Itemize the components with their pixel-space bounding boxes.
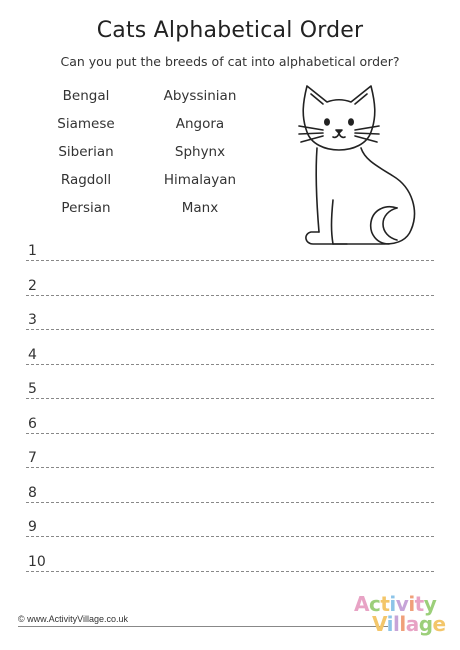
logo-letter: l [399,612,406,636]
breed-item: Himalayan [163,172,237,188]
line-number: 6 [28,415,37,432]
logo-letter: c [368,592,381,616]
line-number: 4 [28,346,37,363]
activity-village-logo [350,592,450,638]
logo-letter: g [418,612,433,636]
logo-letter: l [393,612,400,636]
logo-letter: i [408,592,415,616]
answer-line[interactable] [26,376,434,399]
answer-line[interactable] [26,549,434,572]
logo-letter: v [395,592,409,616]
logo-letter: i [386,612,393,636]
answer-line[interactable] [26,514,434,537]
breed-item: Manx [181,200,219,216]
copyright-text: © www.ActivityVillage.co.uk [18,614,129,624]
breed-item: Persian [61,200,111,216]
answer-line[interactable] [26,273,434,296]
line-number: 10 [28,553,46,570]
line-number: 9 [28,519,37,535]
answer-line[interactable] [26,411,434,434]
logo-word-activity [354,594,436,614]
answer-line[interactable] [26,445,434,468]
line-number: 3 [28,312,37,328]
logo-letter: t [380,592,390,616]
line-number: 8 [28,484,37,501]
logo-letter: y [423,592,437,616]
cat-illustration [293,80,433,248]
breed-item: Siberian [58,144,114,160]
line-number: 2 [28,277,37,294]
breed-item: Bengal [62,88,110,104]
line-number: 7 [28,450,37,466]
answer-line[interactable] [26,238,434,261]
line-number: 5 [28,381,37,397]
breed-item: Sphynx [174,144,226,160]
logo-letter: i [389,592,396,616]
logo-letter: a [405,612,419,636]
footer-divider [18,626,388,627]
logo-letter: t [414,592,424,616]
logo-word-village [372,614,446,634]
breed-item: Siamese [57,116,115,132]
answer-line[interactable] [26,307,434,330]
page-title: Cats Alphabetical Order [96,18,364,43]
breed-item: Ragdoll [60,172,112,188]
logo-letter: A [354,592,369,616]
logo-letter: e [432,612,446,636]
answer-line[interactable] [26,480,434,503]
line-number: 1 [28,243,37,259]
breed-item: Angora [175,116,225,132]
breed-item: Abyssinian [163,88,237,104]
logo-letter: V [372,612,387,636]
instruction-text: Can you put the breeds of cat into alphabetical order? [60,54,400,69]
answer-line[interactable] [26,342,434,365]
